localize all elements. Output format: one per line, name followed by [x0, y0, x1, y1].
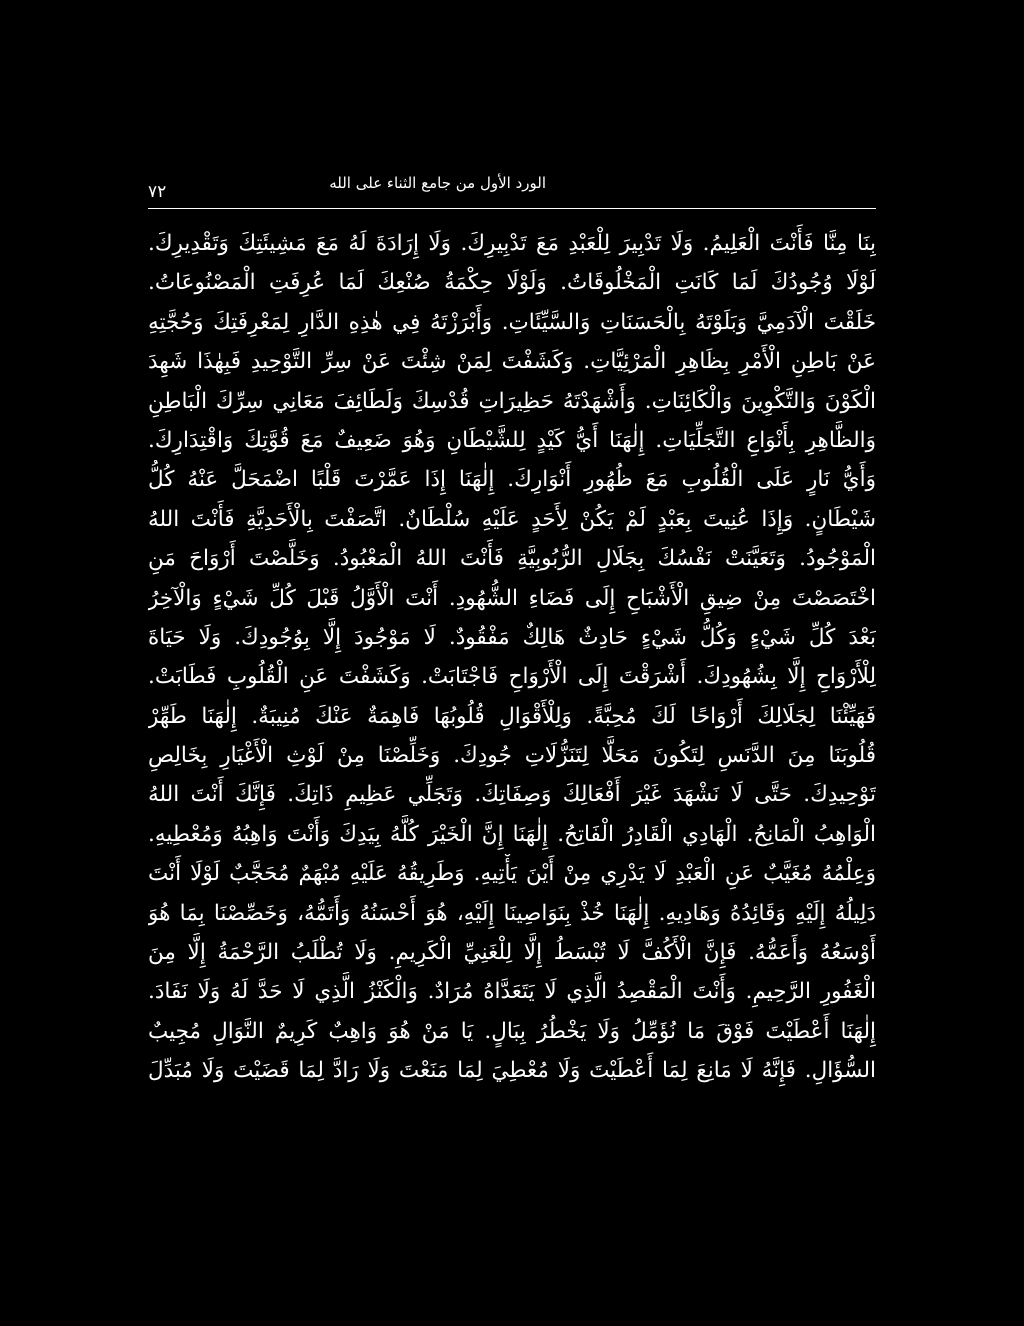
- text-line: إِلٰهَنَا أَعْطَيْتَ فَوْقَ مَا نُؤَمِّلُ وَلَا يَخْطُرُ بِبَالٍ. يَا مَنْ هُوَ وَاهِبٌ كَرِيمٌ النَّوَالِ مُجِيبٌ: [148, 1018, 876, 1044]
- body-text: [148, 224, 876, 1091]
- text-line: وَعِلْمُهُ مُغَيَّبٌ عَنِ الْعَبْدِ لَا يَدْرِي مِنْ أَيْنَ يَأْتِيهِ. وَطَرِيقُهُ عَلَيْهِ مُبْهَمٌ مُحَجَّبٌ لَوْلَا أَنْتَ: [148, 861, 876, 887]
- text-line: اخْتَصَصْتَ مِنْ ضِيقِ الْأَشْبَاحِ إِلَى فَضَاءِ الشُّهُودِ. أَنْتَ الْأَوَّلُ قَبْلَ كُلِّ شَيْءٍ وَالْآخِرُ: [148, 585, 876, 611]
- text-line: بَعْدَ كُلِّ شَيْءٍ وَكُلُّ شَيْءٍ حَادِثٌ هَالِكٌ مَفْقُودٌ. لَا مَوْجُودَ إِلَّا بِوُجُودِكَ. وَلَا حَيَاةَ: [148, 624, 876, 650]
- page-number: ٧٢: [148, 182, 167, 202]
- text-line: تَوْحِيدِكَ. حَتَّى لَا نَشْهَدَ غَيْرَ أَفْعَالِكَ وَصِفَاتِكَ. وَتَجَلِّي عَظِيمِ ذَاتِكَ. فَإِنَّكَ أَنْتَ اللهُ: [148, 782, 876, 808]
- text-line: وَأَيُّ نَارٍ عَلَى الْقُلُوبِ مَعَ ظُهُورِ أَنْوَارِكَ. إِلٰهَنَا إِذَا عَمَّرْتَ قَلْبًا اضْمَحَلَّ عَنْهُ كُلُّ: [148, 467, 876, 493]
- text-line: عَنْ بَاطِنِ الْأَمْرِ بِظَاهِرِ الْمَرْئِيَّاتِ. وَكَشَفْتَ لِمَنْ شِئْتَ عَنْ سِرِّ التَّوْحِيدِ فَبِهٰذَا شَهِدَ: [148, 349, 876, 375]
- text-line: أَوْسَعُهُ وَأَعَمُّهُ. فَإِنَّ الْأَكُفَّ لَا تُبْسَطُ إِلَّا لِلْغَنِيِّ الْكَرِيمِ. وَلَا تُطْلَبُ الرَّحْمَةُ إِلَّا مِنَ: [148, 940, 876, 966]
- text-line: دَلِيلُهُ إِلَيْهِ وَقَائِدُهُ وَهَادِيهِ. إِلٰهَنَا خُذْ بِنَوَاصِينَا إِلَيْهِ، هُوَ أَحْسَنُهُ وَأَتَمُّهُ، وَخَصِّصْنَا بِمَا هُوَ: [148, 900, 876, 926]
- text-line: فَهَيِّئْنَا لِجَلَالِكَ أَرْوَاحًا لَكَ مُحِبَّةً. وَلِلْأَقْوَالِ قُلُوبُهَا فَاهِمَةٌ عَنْكَ مُنِيبَةٌ. إِلٰهَنَا طَهِّرْ: [148, 703, 876, 729]
- text-line: السُّؤَالِ. فَإِنَّهُ لَا مَانِعَ لِمَا أَعْطَيْتَ وَلَا مُعْطِيَ لِمَا مَنَعْتَ وَلَا رَادَّ لِمَا قَضَيْتَ وَلَا مُبَدِّلَ: [148, 1058, 876, 1084]
- running-title: الورد الأول من جامع الثناء على الله: [329, 174, 546, 192]
- text-line: الْوَاهِبُ الْمَانِحُ. الْهَادِي الْقَادِرُ الْفَاتِحُ. إِلٰهَنَا إِنَّ الْخَيْرَ كُلَّهُ بِيَدِكَ وَأَنْتَ وَاهِبُهُ وَمُعْطِيهِ.: [148, 821, 876, 847]
- text-line: الْكَوْنَ وَالتَّكْوِينَ وَالْكَائِنَاتِ. وَأَشْهَدْتَهُ حَظِيرَاتِ قُدْسِكَ وَلَطَائِفَ مَعَانِي سِرِّكَ الْبَاطِنِ: [148, 388, 876, 414]
- text-line: الْغَفُورِ الرَّحِيمِ. وَأَنْتَ الْمَقْصِدُ الَّذِي لَا يَتَعَدَّاهُ مُرَادٌ. وَالْكَنْزُ الَّذِي لَا حَدَّ لَهُ وَلَا نَفَادَ.: [148, 979, 876, 1005]
- text-line: شَيْطَانٍ. وَإِذَا عُنِيتَ بِعَبْدٍ لَمْ يَكُنْ لِأَحَدٍ عَلَيْهِ سُلْطَانٌ. اتَّصَفْتَ بِالْأَحَدِيَّةِ فَأَنْتَ اللهُ: [148, 506, 876, 532]
- text-line: لَوْلَا وُجُودُكَ لَمَا كَانَتِ الْمَخْلُوقَاتُ. وَلَوْلَا حِكْمَةُ صُنْعِكَ لَمَا عُرِفَتِ الْمَصْنُوعَاتُ.: [148, 270, 876, 296]
- text-line: بِنَا مِنَّا فَأَنْتَ الْعَلِيمُ. وَلَا تَدْبِيرَ لِلْعَبْدِ مَعَ تَدْبِيرِكَ. وَلَا إِرَادَةَ لَهُ مَعَ مَشِيئَتِكَ وَتَقْدِيرِكَ.: [148, 231, 876, 256]
- page-header: [148, 168, 876, 209]
- text-line: قُلُوبَنَا مِنَ الدَّنَسِ لِتَكُونَ مَحَلًّا لِتَنَزُّلَاتِ جُودِكَ. وَخَلِّصْنَا مِنْ لَوْثِ الْأَغْيَارِ بِخَالِصِ: [148, 743, 876, 769]
- text-line: وَالظَّاهِرِ بِأَنْوَاعِ التَّجَلِّيَاتِ. إِلٰهَنَا أَيُّ كَيْدٍ لِلشَّيْطَانِ وَهُوَ ضَعِيفٌ مَعَ قُوَّتِكَ وَاقْتِدَارِكَ.: [148, 427, 876, 453]
- book-page: [148, 168, 876, 1178]
- text-line: الْمَوْجُودُ. وَتَعَيَّنَتْ نَفْسُكَ بِجَلَالِ الرُّبُوبِيَّةِ فَأَنْتَ اللهُ الْمَعْبُودُ. وَخَلَّصْتَ أَرْوَاحَ مَنِ: [148, 546, 876, 572]
- text-line: خَلَقْتَ الْآدَمِيَّ وَبَلَوْتَهُ بِالْحَسَنَاتِ وَالسَّيِّئَاتِ. وَأَبْرَزْتَهُ فِي هٰذِهِ الدَّارِ لِمَعْرِفَتِكَ وَحُجَّتِهِ: [148, 309, 876, 335]
- text-line: لِلْأَرْوَاحِ إِلَّا بِشُهُودِكَ. أَشْرَقْتَ إِلَى الْأَرْوَاحِ فَاجْتَابَتْ. وَكَشَفْتَ عَنِ الْقُلُوبِ فَطَابَتْ.: [148, 664, 876, 690]
